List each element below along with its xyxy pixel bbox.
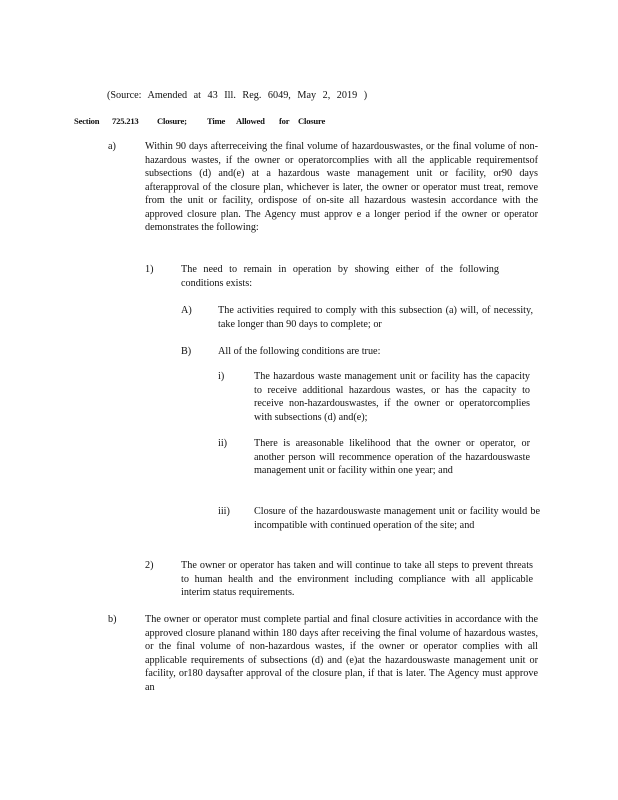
item-a1Bii-label: ii) [218,438,228,449]
item-a1Bi-label: i) [218,371,225,382]
section-title-closure: Closure; [157,116,187,126]
item-a1Bii-text: There is areasonable likelihood that the owner or operator, or another person will recommence operation of the hazardouswaste management unit or facility within one year; and [254,438,530,476]
item-b-text: The owner or operator must complete partial and final closure activities in accordance with the approved closure planand within 180 days after receiving the final volume of hazardous wastes, or the final volume of non-hazardous wastes, if the owner or operator complies with all applicable requirements of subsections (d) and (e)at the hazardouswaste management unit or facility, or180 daysafter approval of the closure plan, if that is later. The Agency must approve an [145,614,538,693]
source-note: (Source: Amended at 43 Ill. Reg. 6049, May 2, 2019 ) [107,90,368,101]
item-b-label: b) [108,614,117,625]
item-a-label: a) [108,141,116,152]
item-a1Biii-label: iii) [218,506,230,517]
section-word: Section [74,116,100,126]
section-title-allowed: Allowed [236,116,265,126]
item-a1Biii-text: Closure of the hazardouswaste management unit or facility would be incompatible with continued operation of the site; and [254,506,540,531]
section-number: 725.213 [112,116,139,126]
item-a1A-label: A) [181,305,192,316]
item-a1B-text: All of the following conditions are true: [218,346,381,357]
item-a-text: Within 90 days afterreceiving the final volume of hazardouswastes, or the final volume of non-hazardous wastes, if the owner or operatorcomplies with all the applicable requirementsof subsections (d) and(e) at a hazardous waste management unit or facility, or90 days afterapproval of the closure plan, whichever is later, the owner or operator must treat, remove from the unit or facility, ordispose of on-site all hazardous wastesin accordance with the approved closure plan. The Agency must approv e a longer period if the owner or operator demonstrates the following: [145,141,538,233]
section-title-time: Time [207,116,226,126]
item-a1Bi-text: The hazardous waste management unit or facility has the capacity to receive additional hazardous wastes, or has the capacity to receive non-hazardouswastes, if the owner or operatorcomplies with subsections (d) and(e); [254,371,530,423]
item-a2-label: 2) [145,560,154,571]
item-a1-label: 1) [145,264,154,275]
section-title-closure-2: Closure [298,116,326,126]
section-title-for: for [279,116,290,126]
item-a1A-text: The activities required to comply with this subsection (a) will, of necessity, take longer than 90 days to complete; or [218,305,533,330]
item-a1-text: The need to remain in operation by showing either of the following conditions exists: [181,264,499,289]
item-a1B-label: B) [181,346,192,357]
item-a2-text: The owner or operator has taken and will continue to take all steps to prevent threats to human health and the environment including compliance with all applicable interim status requirements. [181,560,533,598]
